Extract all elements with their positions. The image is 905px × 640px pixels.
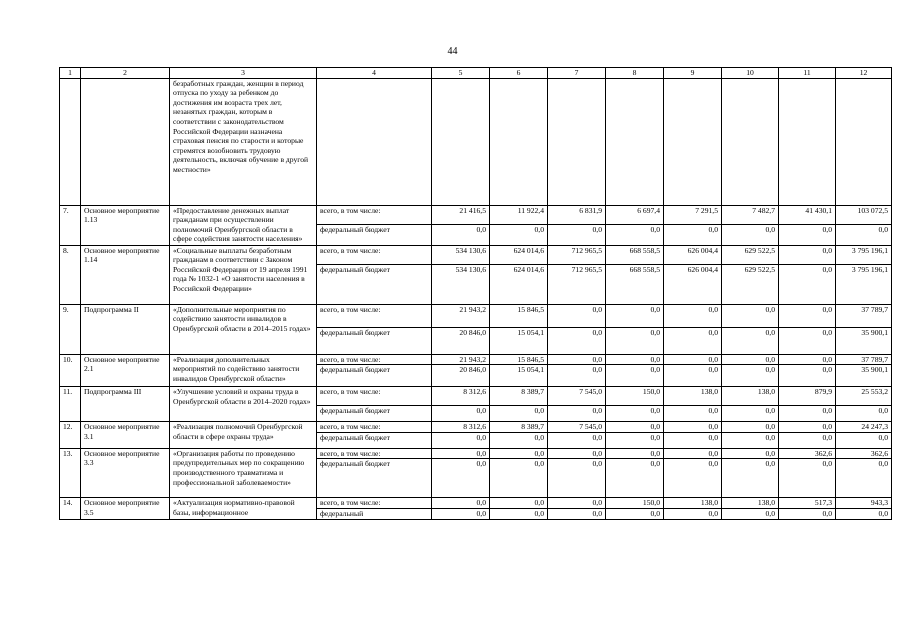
value-cell: 0,0: [606, 406, 664, 422]
value-cell: 712 965,5: [548, 245, 606, 264]
row-name-cell: Основное мероприятие 3.5: [81, 498, 170, 519]
value-cell: 0,0: [548, 498, 606, 509]
value-cell: 0,0: [664, 459, 722, 498]
value-cell: 8 389,7: [490, 387, 548, 406]
empty-cell: [432, 78, 490, 205]
value-cell: 0,0: [722, 406, 779, 422]
funding-source-cell: федеральный бюджет: [317, 459, 432, 498]
value-cell: 943,3: [836, 498, 892, 509]
value-cell: 362,6: [836, 448, 892, 459]
value-cell: 0,0: [836, 432, 892, 448]
row-name-cell: Подпрограмма III: [81, 387, 170, 422]
value-cell: 0,0: [722, 304, 779, 327]
table-body: [60, 68, 892, 520]
value-cell: 3 795 196,1: [836, 245, 892, 264]
value-cell: 7 545,0: [548, 422, 606, 433]
value-cell: 0,0: [722, 459, 779, 498]
row-description-cell: «Улучшение условий и охраны труда в Оренбургской области в 2014–2020 годах»: [170, 387, 317, 422]
row-number-cell: 9.: [60, 304, 81, 354]
value-cell: 20 846,0: [432, 365, 490, 387]
header-cell: 12: [836, 68, 892, 79]
value-cell: 0,0: [779, 406, 836, 422]
empty-cell: [317, 78, 432, 205]
value-cell: 0,0: [664, 448, 722, 459]
value-cell: 0,0: [606, 459, 664, 498]
value-cell: 15 846,5: [490, 304, 548, 327]
value-cell: 0,0: [548, 448, 606, 459]
funding-source-cell: федеральный бюджет: [317, 432, 432, 448]
row-description-cell: «Предоставление денежных выплат гражданам при осуществлении полномочий Оренбургской области в сфере содействия занятости населения»: [170, 205, 317, 245]
table-row: [60, 245, 892, 264]
value-cell: 8 389,7: [490, 422, 548, 433]
value-cell: 0,0: [779, 224, 836, 245]
value-cell: 24 247,3: [836, 422, 892, 433]
value-cell: 0,0: [606, 508, 664, 519]
row-description-cell: «Реализация дополнительных мероприятий по содействию занятости инвалидов Оренбургской области»: [170, 354, 317, 387]
page-number: 44: [447, 46, 458, 57]
value-cell: 8 312,6: [432, 387, 490, 406]
value-cell: 0,0: [606, 327, 664, 354]
value-cell: 0,0: [606, 365, 664, 387]
value-cell: 534 130,6: [432, 264, 490, 304]
row-name-cell: Основное мероприятие 1.13: [81, 205, 170, 245]
value-cell: 0,0: [606, 422, 664, 433]
value-cell: 150,0: [606, 387, 664, 406]
header-cell: 3: [170, 68, 317, 79]
value-cell: 0,0: [432, 448, 490, 459]
value-cell: 0,0: [606, 448, 664, 459]
value-cell: 0,0: [490, 224, 548, 245]
value-cell: 0,0: [722, 327, 779, 354]
value-cell: 0,0: [490, 508, 548, 519]
row-description-cell: безработных граждан, женщин в период отпуска по уходу за ребенком до достижения им возраста трех лет, незанятых граждан, которым в соответствии с законодательством Российской Федерации назначена страховая пенсия по старости и которые стремятся возобновить трудовую деятельность, включая обучение в другой местности»: [170, 78, 317, 205]
value-cell: 362,6: [779, 448, 836, 459]
value-cell: 0,0: [548, 365, 606, 387]
table-row: [60, 387, 892, 406]
funding-source-cell: федеральный бюджет: [317, 224, 432, 245]
header-cell: 6: [490, 68, 548, 79]
row-name-cell: Основное мероприятие 1.14: [81, 245, 170, 304]
value-cell: 20 846,0: [432, 327, 490, 354]
empty-cell: [606, 78, 664, 205]
value-cell: 0,0: [490, 448, 548, 459]
value-cell: 0,0: [779, 508, 836, 519]
value-cell: 0,0: [722, 224, 779, 245]
row-name-cell: Подпрограмма II: [81, 304, 170, 354]
value-cell: 624 014,6: [490, 245, 548, 264]
row-number-cell: 14.: [60, 498, 81, 519]
value-cell: 0,0: [664, 508, 722, 519]
value-cell: 0,0: [432, 406, 490, 422]
value-cell: 0,0: [664, 304, 722, 327]
value-cell: 0,0: [722, 365, 779, 387]
value-cell: 0,0: [432, 432, 490, 448]
row-name-cell: Основное мероприятие 3.3: [81, 448, 170, 498]
funding-source-cell: всего, в том числе:: [317, 422, 432, 433]
table-row: [60, 422, 892, 433]
value-cell: 0,0: [779, 354, 836, 365]
row-name-cell: [81, 78, 170, 205]
value-cell: 6 831,9: [548, 205, 606, 224]
empty-cell: [722, 78, 779, 205]
row-number-cell: 10.: [60, 354, 81, 387]
value-cell: 0,0: [490, 406, 548, 422]
row-name-cell: Основное мероприятие 3.1: [81, 422, 170, 449]
table-row: [60, 448, 892, 459]
value-cell: 150,0: [606, 498, 664, 509]
value-cell: 0,0: [548, 432, 606, 448]
value-cell: 0,0: [432, 224, 490, 245]
value-cell: 0,0: [664, 327, 722, 354]
value-cell: 103 072,5: [836, 205, 892, 224]
value-cell: 37 789,7: [836, 304, 892, 327]
value-cell: 0,0: [606, 432, 664, 448]
value-cell: 0,0: [548, 224, 606, 245]
row-description-cell: «Актуализация нормативно-правовой базы, информационное: [170, 498, 317, 519]
value-cell: 712 965,5: [548, 264, 606, 304]
value-cell: 0,0: [490, 498, 548, 509]
row-name-cell: Основное мероприятие 2.1: [81, 354, 170, 387]
value-cell: 7 482,7: [722, 205, 779, 224]
header-cell: 1: [60, 68, 81, 79]
value-cell: 15 054,1: [490, 365, 548, 387]
value-cell: 626 004,4: [664, 245, 722, 264]
value-cell: 0,0: [779, 264, 836, 304]
value-cell: 15 846,5: [490, 354, 548, 365]
header-cell: 2: [81, 68, 170, 79]
value-cell: 0,0: [548, 354, 606, 365]
header-cell: 10: [722, 68, 779, 79]
value-cell: 21 943,2: [432, 304, 490, 327]
value-cell: 629 522,5: [722, 264, 779, 304]
header-cell: 8: [606, 68, 664, 79]
value-cell: 0,0: [836, 459, 892, 498]
value-cell: 0,0: [490, 459, 548, 498]
value-cell: 0,0: [779, 365, 836, 387]
empty-cell: [548, 78, 606, 205]
funding-source-cell: всего, в том числе:: [317, 387, 432, 406]
funding-source-cell: федеральный бюджет: [317, 406, 432, 422]
value-cell: 0,0: [548, 327, 606, 354]
value-cell: 879,9: [779, 387, 836, 406]
funding-source-cell: всего, в том числе:: [317, 448, 432, 459]
row-number-cell: 11.: [60, 387, 81, 422]
value-cell: 517,3: [779, 498, 836, 509]
value-cell: 0,0: [779, 422, 836, 433]
value-cell: 138,0: [722, 498, 779, 509]
value-cell: 0,0: [722, 432, 779, 448]
value-cell: 7 291,5: [664, 205, 722, 224]
value-cell: 7 545,0: [548, 387, 606, 406]
value-cell: 0,0: [606, 304, 664, 327]
row-number-cell: 7.: [60, 205, 81, 245]
value-cell: 0,0: [836, 406, 892, 422]
header-cell: 11: [779, 68, 836, 79]
funding-source-cell: федеральный: [317, 508, 432, 519]
value-cell: 0,0: [664, 365, 722, 387]
value-cell: 0,0: [490, 432, 548, 448]
header-cell: 9: [664, 68, 722, 79]
value-cell: 0,0: [432, 498, 490, 509]
value-cell: 0,0: [779, 459, 836, 498]
value-cell: 626 004,4: [664, 264, 722, 304]
row-number-cell: 12.: [60, 422, 81, 449]
value-cell: 138,0: [664, 387, 722, 406]
row-description-cell: «Социальные выплаты безработным гражданам в соответствии с Законом Российской Федерации от 19 апреля 1991 года № 1032-1 «О занятости населения в Российской Федерации»: [170, 245, 317, 304]
value-cell: 8 312,6: [432, 422, 490, 433]
empty-cell: [779, 78, 836, 205]
value-cell: 0,0: [664, 354, 722, 365]
funding-source-cell: всего, в том числе:: [317, 354, 432, 365]
header-cell: 4: [317, 68, 432, 79]
table-row: [60, 205, 892, 224]
value-cell: 0,0: [779, 432, 836, 448]
value-cell: 0,0: [722, 448, 779, 459]
budget-table: [59, 67, 892, 520]
value-cell: 41 430,1: [779, 205, 836, 224]
value-cell: 0,0: [548, 459, 606, 498]
value-cell: 0,0: [779, 304, 836, 327]
value-cell: 35 900,1: [836, 365, 892, 387]
header-cell: 7: [548, 68, 606, 79]
value-cell: 629 522,5: [722, 245, 779, 264]
value-cell: 0,0: [432, 459, 490, 498]
row-number-cell: 13.: [60, 448, 81, 498]
value-cell: 0,0: [664, 422, 722, 433]
header-cell: 5: [432, 68, 490, 79]
funding-source-cell: федеральный бюджет: [317, 264, 432, 304]
value-cell: 11 922,4: [490, 205, 548, 224]
empty-cell: [490, 78, 548, 205]
value-cell: 0,0: [548, 508, 606, 519]
header-row: [60, 68, 892, 79]
value-cell: 35 900,1: [836, 327, 892, 354]
value-cell: 0,0: [779, 245, 836, 264]
value-cell: 668 558,5: [606, 245, 664, 264]
value-cell: 624 014,6: [490, 264, 548, 304]
empty-cell: [664, 78, 722, 205]
value-cell: 3 795 196,1: [836, 264, 892, 304]
value-cell: 0,0: [836, 508, 892, 519]
row-description-cell: «Организация работы по проведению предупредительных мер по сокращению производственного травматизма и профессиональной заболеваемости»: [170, 448, 317, 498]
value-cell: 138,0: [722, 387, 779, 406]
row-description-cell: «Реализация полномочий Оренбургской области в сфере охраны труда»: [170, 422, 317, 449]
value-cell: 37 789,7: [836, 354, 892, 365]
table-row: [60, 78, 892, 205]
row-number-cell: [60, 78, 81, 205]
value-cell: 0,0: [664, 406, 722, 422]
value-cell: 0,0: [722, 422, 779, 433]
value-cell: 0,0: [432, 508, 490, 519]
table-row: [60, 304, 892, 327]
funding-source-cell: федеральный бюджет: [317, 365, 432, 387]
table-row: [60, 354, 892, 365]
value-cell: 0,0: [722, 354, 779, 365]
funding-source-cell: всего, в том числе:: [317, 498, 432, 509]
funding-source-cell: федеральный бюджет: [317, 327, 432, 354]
value-cell: 6 697,4: [606, 205, 664, 224]
value-cell: 0,0: [664, 432, 722, 448]
value-cell: 0,0: [548, 406, 606, 422]
value-cell: 21 416,5: [432, 205, 490, 224]
value-cell: 534 130,6: [432, 245, 490, 264]
funding-source-cell: всего, в том числе:: [317, 205, 432, 224]
value-cell: 668 558,5: [606, 264, 664, 304]
value-cell: 15 054,1: [490, 327, 548, 354]
value-cell: 0,0: [548, 304, 606, 327]
row-description-cell: «Дополнительные мероприятия по содействию занятости инвалидов в Оренбургской области в 2014–2015 годах»: [170, 304, 317, 354]
value-cell: 0,0: [606, 224, 664, 245]
value-cell: 21 943,2: [432, 354, 490, 365]
funding-source-cell: всего, в том числе:: [317, 304, 432, 327]
value-cell: 0,0: [722, 508, 779, 519]
funding-source-cell: всего, в том числе:: [317, 245, 432, 264]
value-cell: 0,0: [606, 354, 664, 365]
value-cell: 138,0: [664, 498, 722, 509]
value-cell: 0,0: [664, 224, 722, 245]
empty-cell: [836, 78, 892, 205]
table-row: [60, 498, 892, 509]
value-cell: 25 553,2: [836, 387, 892, 406]
row-number-cell: 8.: [60, 245, 81, 304]
value-cell: 0,0: [779, 327, 836, 354]
value-cell: 0,0: [836, 224, 892, 245]
